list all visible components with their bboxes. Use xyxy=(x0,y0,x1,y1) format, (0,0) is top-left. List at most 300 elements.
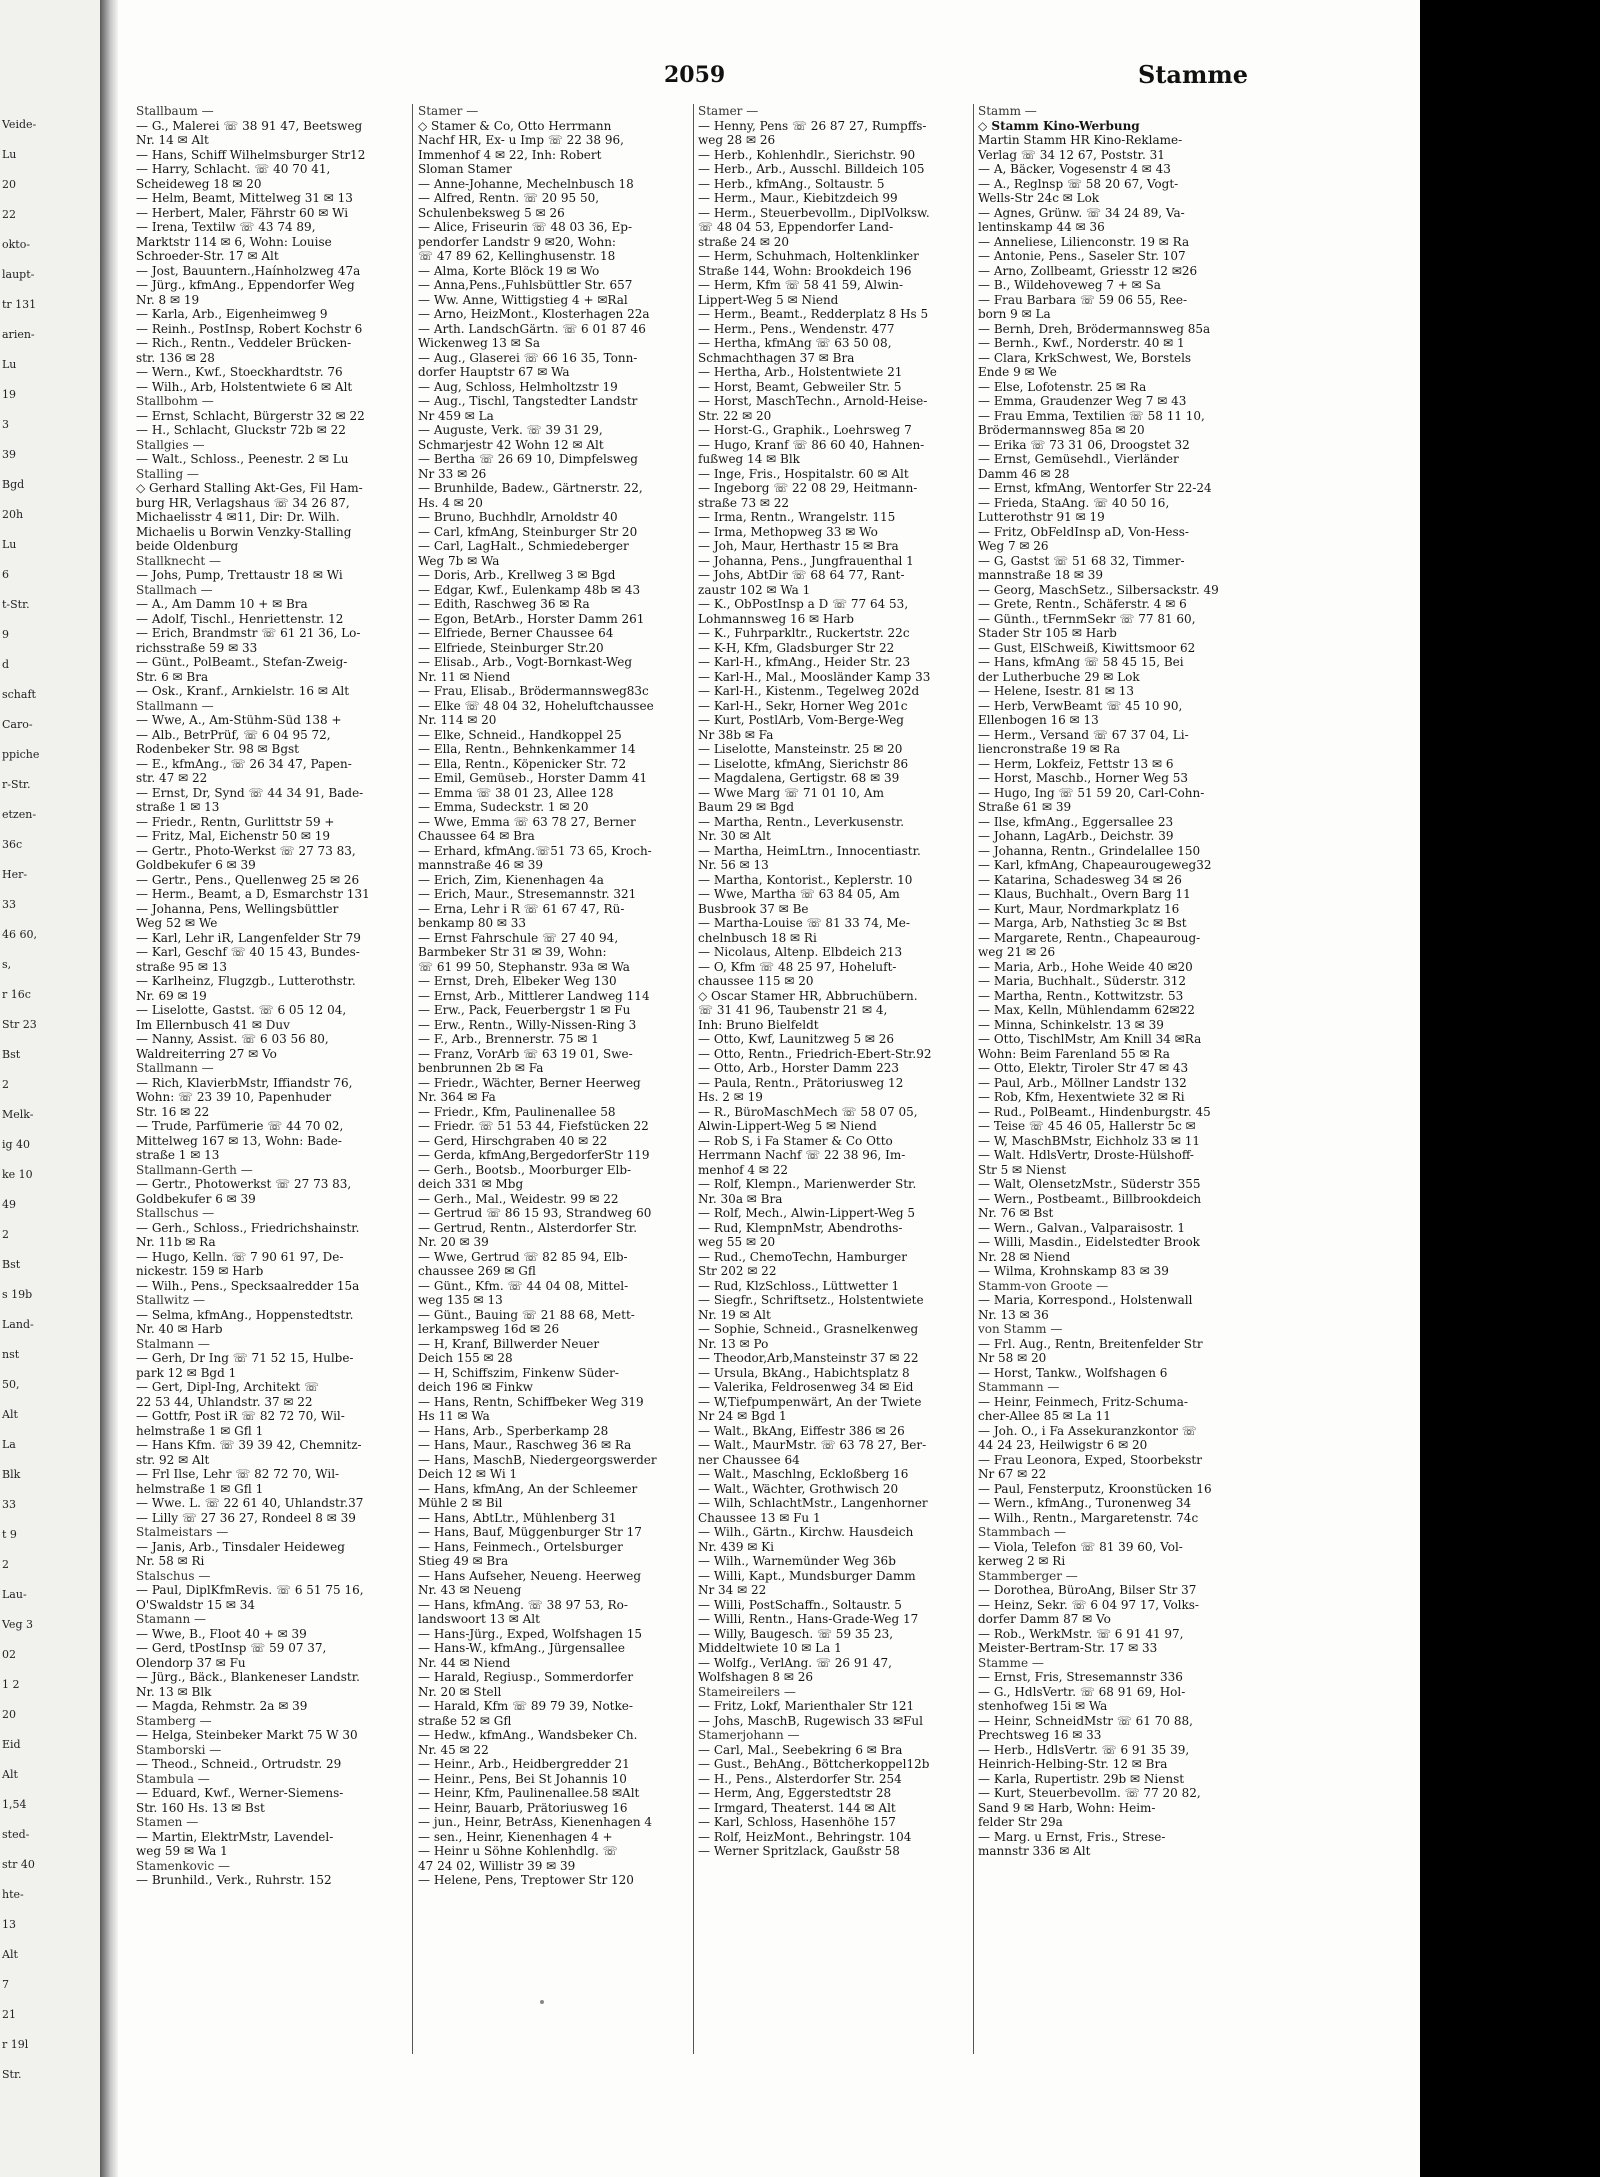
left-page-fragment: Caro- xyxy=(2,718,33,731)
left-page-fragment: laupt- xyxy=(2,268,35,281)
directory-entry: — Gertrud, Rentn., Alsterdorfer Str. xyxy=(418,1220,638,1235)
directory-entry: — Bernh., Kwf., Norderstr. 40 ✉ 1 xyxy=(978,336,1185,350)
directory-entry: — O, Kfm ☏ 48 25 97, Hoheluft- xyxy=(698,959,897,974)
directory-entry: — Anne-Johanne, Mechelnbusch 18 xyxy=(418,176,634,191)
directory-entry: Str 5 ✉ Nienst xyxy=(978,1162,1067,1177)
surname-heading: Stameireilers — xyxy=(698,1684,796,1699)
left-page-fragment: Veide- xyxy=(2,118,37,131)
directory-entry: — Otto, Kwf, Launitzweg 5 ✉ 26 xyxy=(698,1032,895,1046)
surname-heading: Stamborski — xyxy=(136,1742,222,1757)
directory-entry: — Johanna, Pens., Jungfrauenthal 1 xyxy=(698,553,914,568)
surname-heading: Stallgies — xyxy=(136,437,205,452)
directory-column-4 xyxy=(978,104,1254,2084)
directory-entry: — Edith, Raschweg 36 ✉ Ra xyxy=(418,597,590,611)
left-page-fragment: 2 xyxy=(2,1558,9,1571)
directory-entry: — E., kfmAng., ☏ 26 34 47, Papen- xyxy=(136,756,352,771)
directory-entry: — Harald, Regiusp., Sommerdorfer xyxy=(418,1670,634,1684)
directory-entry: — Magda, Rehmstr. 2a ✉ 39 xyxy=(136,1699,308,1713)
directory-entry: — Erich, Brandmstr ☏ 61 21 36, Lo- xyxy=(136,626,361,640)
surname-heading: Stallbohm — xyxy=(136,394,214,408)
directory-entry: — G., Malerei ☏ 38 91 47, Beetsweg xyxy=(136,118,363,133)
directory-entry: — Herbert, Maler, Fährstr 60 ✉ Wi xyxy=(136,205,349,220)
directory-entry: Nr 38b ✉ Fa xyxy=(698,727,774,742)
directory-entry: Schroeder-Str. 17 ✉ Alt xyxy=(136,249,279,263)
directory-entry: Wohn: Beim Farenland 55 ✉ Ra xyxy=(978,1046,1170,1061)
directory-entry: Chaussee 64 ✉ Bra xyxy=(418,829,535,843)
directory-entry: — Ww. Anne, Wittigstieg 4 + ✉Ral xyxy=(418,292,628,307)
directory-entry: Nr. 11b ✉ Ra xyxy=(136,1235,216,1249)
left-page-fragment: La xyxy=(2,1438,16,1451)
directory-entry: — Elke ☏ 48 04 32, Hoheluftchaussee xyxy=(418,698,654,713)
directory-entry: — Karlheinz, Flugzgb., Lutterothstr. xyxy=(136,974,356,988)
directory-entry: Nr. 30a ✉ Bra xyxy=(698,1191,783,1206)
directory-entry: — Minna, Schinkelstr. 13 ✉ 39 xyxy=(978,1017,1164,1032)
directory-entry: — Rud., PolBeamt., Hindenburgstr. 45 xyxy=(978,1104,1211,1119)
directory-entry: Immenhof 4 ✉ 22, Inh: Robert xyxy=(418,147,602,162)
directory-entry: Str. 16 ✉ 22 xyxy=(136,1104,210,1119)
directory-entry: chelnbusch 18 ✉ Ri xyxy=(698,930,817,945)
surname-heading: Stallmach — xyxy=(136,582,213,597)
directory-entry: — Johs, AbtDir ☏ 68 64 77, Rant- xyxy=(698,568,905,582)
directory-entry: — Wwe. L. ☏ 22 61 40, Uhlandstr.37 xyxy=(136,1496,364,1510)
directory-entry: — Ernst, kfmAng, Wentorfer Str 22-24 xyxy=(978,481,1212,495)
directory-entry: Nr. 13 ✉ 36 xyxy=(978,1307,1049,1322)
directory-entry: — Gerd, Hirschgraben 40 ✉ 22 xyxy=(418,1133,608,1148)
surname-heading: Stamer — xyxy=(698,104,759,118)
directory-entry: Nr. 20 ✉ Stell xyxy=(418,1684,502,1699)
directory-entry: — Teise ☏ 45 46 05, Hallerstr 5c ✉ xyxy=(978,1119,1196,1133)
directory-entry: — Carl, Mal., Seebekring 6 ✉ Bra xyxy=(698,1742,903,1757)
directory-entry: — Helga, Steinbeker Markt 75 W 30 xyxy=(136,1728,358,1742)
surname-heading: Stalschus — xyxy=(136,1568,211,1583)
directory-entry: Wohn: ☏ 23 39 10, Papenhuder xyxy=(136,1090,332,1104)
directory-entry: — Karl-H., kfmAng., Heider Str. 23 xyxy=(698,655,911,669)
column-divider xyxy=(973,104,974,2054)
left-page-fragment: r 16c xyxy=(2,988,31,1001)
directory-entry: ☏ 31 41 96, Taubenstr 21 ✉ 4, xyxy=(698,1003,888,1017)
directory-entry: — Otto, Arb., Horster Damm 223 xyxy=(698,1061,899,1075)
directory-entry: — Ursula, BkAng., Habichtsplatz 8 xyxy=(698,1365,910,1380)
directory-entry: Str 202 ✉ 22 xyxy=(698,1264,777,1278)
directory-entry: Weg 7b ✉ Wa xyxy=(418,553,500,568)
directory-entry: — Gerh., Bootsb., Moorburger Elb- xyxy=(418,1162,632,1177)
directory-entry: — A, Bäcker, Vogesenstr 4 ✉ 43 xyxy=(978,162,1171,176)
directory-entry: — Otto, TischlMstr, Am Knill 34 ✉Ra xyxy=(978,1032,1202,1046)
left-page-fragment: schaft xyxy=(2,688,36,701)
directory-entry: Nr. 439 ✉ Ki xyxy=(698,1539,774,1554)
directory-entry: Chaussee 13 ✉ Fu 1 xyxy=(698,1510,821,1525)
directory-entry: — Adolf, Tischl., Henriettenstr. 12 xyxy=(136,611,344,626)
surname-heading: Stallwitz — xyxy=(136,1293,205,1307)
directory-entry: — Willi, Kapt., Mundsburger Damm xyxy=(698,1568,916,1583)
directory-entry: — Frl. Aug., Rentn, Breitenfelder Str xyxy=(978,1336,1203,1351)
directory-entry: — Hugo, Kelln. ☏ 7 90 61 97, De- xyxy=(136,1249,344,1264)
directory-entry: 47 24 02, Willistr 39 ✉ 39 xyxy=(418,1858,576,1873)
directory-entry: — Reinh., PostInsp, Robert Kochstr 6 xyxy=(136,321,363,336)
directory-entry: — Hans, kfmAng. ☏ 38 97 53, Ro- xyxy=(418,1597,628,1612)
directory-entry: — Herm, Kfm ☏ 58 41 59, Alwin- xyxy=(698,278,904,292)
directory-entry: — Dorothea, BüroAng, Bilser Str 37 xyxy=(978,1583,1197,1597)
directory-entry: — Maria, Korrespond., Holstenwall xyxy=(978,1293,1193,1307)
directory-entry: — Günth., tFernmSekr ☏ 77 81 60, xyxy=(978,611,1196,626)
surname-heading: von Stamm — xyxy=(978,1322,1063,1336)
directory-entry: Herrmann Nachf ☏ 22 38 96, Im- xyxy=(698,1148,906,1162)
directory-entry: weg 55 ✉ 20 xyxy=(698,1235,776,1249)
directory-entry: — Edgar, Kwf., Eulenkamp 48b ✉ 43 xyxy=(418,582,641,597)
directory-entry: — B., Wildehoveweg 7 + ✉ Sa xyxy=(978,278,1161,292)
directory-entry: — Hans, Arb., Sperberkamp 28 xyxy=(418,1423,609,1438)
directory-entry: — Alb., BetrPrüf, ☏ 6 04 95 72, xyxy=(136,727,331,742)
directory-entry: — Hans, kfmAng ☏ 58 45 15, Bei xyxy=(978,655,1184,669)
directory-entry: Schmarjestr 42 Wohn 12 ✉ Alt xyxy=(418,437,604,452)
directory-entry: — Auguste, Verk. ☏ 39 31 29, xyxy=(418,423,603,437)
surname-heading: Stallknecht — xyxy=(136,553,222,568)
directory-entry: Weg 7 ✉ 26 xyxy=(978,539,1049,553)
left-page-fragment: Bst xyxy=(2,1048,21,1061)
directory-entry: — Herm, Lokfeiz, Fettstr 13 ✉ 6 xyxy=(978,756,1174,771)
directory-entry: Hs. 4 ✉ 20 xyxy=(418,495,483,510)
directory-entry: — Maria, Buchhalt., Süderstr. 312 xyxy=(978,974,1186,988)
directory-entry: — Herb., HdlsVertr. ☏ 6 91 35 39, xyxy=(978,1742,1190,1757)
directory-entry: str. 47 ✉ 22 xyxy=(136,771,208,785)
surname-heading: Stallbaum — xyxy=(136,104,214,118)
directory-entry: — H., Pens., Alsterdorfer Str. 254 xyxy=(698,1771,902,1786)
directory-entry: — Wilh, SchlachtMstr., Langenhorner xyxy=(698,1496,928,1510)
directory-entry: — Rob., WerkMstr. ☏ 6 91 41 97, xyxy=(978,1626,1184,1641)
left-page-fragment: 39 xyxy=(2,448,16,461)
surname-heading: Stamenkovic — xyxy=(136,1858,231,1873)
directory-entry: — Gerh., Mal., Weidestr. 99 ✉ 22 xyxy=(418,1191,619,1206)
directory-entry: Nr. 44 ✉ Niend xyxy=(418,1655,511,1670)
left-page-fragment: s, xyxy=(2,958,12,971)
directory-entry: 22 53 44, Uhlandstr. 37 ✉ 22 xyxy=(136,1394,313,1409)
left-page-fragment: arien- xyxy=(2,328,35,341)
directory-entry: — Karl, Lehr iR, Langenfelder Str 79 xyxy=(136,930,361,945)
directory-entry: menhof 4 ✉ 22 xyxy=(698,1162,789,1177)
directory-entry: — K-H, Kfm, Gladsburger Str 22 xyxy=(698,640,895,655)
directory-entry: — Gertr., Photowerkst ☏ 27 73 83, xyxy=(136,1177,352,1191)
directory-entry: — Herb., Arb., Ausschl. Billdeich 105 xyxy=(698,162,925,176)
directory-entry: mannstr 336 ✉ Alt xyxy=(978,1844,1091,1858)
directory-entry: — Erna, Lehr i R ☏ 61 67 47, Rü- xyxy=(418,901,625,916)
directory-entry: straße 1 ✉ 13 xyxy=(136,1148,220,1162)
directory-entry: — G., HdlsVertr. ☏ 68 91 69, Hol- xyxy=(978,1684,1186,1699)
surname-heading: Stamann — xyxy=(136,1612,207,1626)
directory-entry: — Walt. HdlsVertr, Droste-Hülshoff- xyxy=(978,1148,1194,1162)
directory-entry: straße 24 ✉ 20 xyxy=(698,234,790,249)
directory-entry: richsstraße 59 ✉ 33 xyxy=(136,640,258,655)
directory-entry: — Walt., MaurMstr. ☏ 63 78 27, Ber- xyxy=(698,1438,927,1452)
directory-entry: — Heinz, Sekr. ☏ 6 04 97 17, Volks- xyxy=(978,1597,1199,1612)
left-page-fragment: Lu xyxy=(2,148,17,161)
directory-entry: straße 1 ✉ 13 xyxy=(136,800,220,814)
directory-entry: — Willi, PostSchaffn., Soltaustr. 5 xyxy=(698,1597,902,1612)
directory-entry: Nr. 40 ✉ Harb xyxy=(136,1322,223,1336)
directory-entry: — Theod., Schneid., Ortrudstr. 29 xyxy=(136,1757,342,1771)
directory-entry: — Ernst, Dreh, Elbeker Weg 130 xyxy=(418,974,617,988)
directory-entry: — Aug., Tischl, Tangstedter Landstr xyxy=(418,394,638,408)
directory-entry: — Friedr., Kfm, Paulinenallee 58 xyxy=(418,1104,616,1119)
directory-entry: Nr 24 ✉ Bgd 1 xyxy=(698,1409,787,1423)
directory-entry: — A., Reglnsp ☏ 58 20 67, Vogt- xyxy=(978,176,1179,191)
directory-entry: ◇ Gerhard Stalling Akt-Ges, Fil Ham- xyxy=(136,481,363,495)
directory-entry: — Wilma, Krohnskamp 83 ✉ 39 xyxy=(978,1264,1169,1278)
directory-entry: — Heinr, Kfm, Paulinenallee.58 ✉Alt xyxy=(418,1786,640,1800)
directory-entry: — Janis, Arb., Tinsdaler Heideweg xyxy=(136,1539,345,1554)
directory-entry: — Hedw., kfmAng., Wandsbeker Ch. xyxy=(418,1728,638,1742)
directory-entry: — Paul, Fensterputz, Kroonstücken 16 xyxy=(978,1481,1212,1496)
directory-entry: — Ernst Fahrschule ☏ 27 40 94, xyxy=(418,930,619,945)
directory-entry: Barmbeker Str 31 ✉ 39, Wohn: xyxy=(418,945,607,959)
directory-entry: — Theodor,Arb,Mansteinstr 37 ✉ 22 xyxy=(698,1351,919,1365)
directory-entry: — Marg. u Ernst, Fris., Strese- xyxy=(978,1829,1166,1844)
directory-entry: — Friedr. ☏ 51 53 44, Fiefstücken 22 xyxy=(418,1119,649,1133)
surname-heading: Stamen — xyxy=(136,1815,199,1829)
directory-entry: — Maria, Arb., Hohe Weide 40 ✉20 xyxy=(978,959,1193,974)
left-page-fragment: ke 10 xyxy=(2,1168,33,1181)
directory-entry: — Lilly ☏ 27 36 27, Rondeel 8 ✉ 39 xyxy=(136,1510,356,1525)
directory-entry: — Rud, KlzSchloss., Lüttwetter 1 xyxy=(698,1278,900,1293)
directory-entry: — Emma ☏ 38 01 23, Allee 128 xyxy=(418,785,614,800)
directory-entry: — Heinr, Bauarb, Prätoriusweg 16 xyxy=(418,1800,628,1815)
directory-entry: — Herb., kfmAng., Soltaustr. 5 xyxy=(698,176,885,191)
directory-entry: — Herb., Kohlenhdlr., Sierichstr. 90 xyxy=(698,147,916,162)
left-page-fragment: etzen- xyxy=(2,808,37,821)
directory-entry: — Herm, Schuhmach, Holtenklinker xyxy=(698,249,919,263)
directory-entry: — Heinr., Arb., Heidbergredder 21 xyxy=(418,1757,630,1771)
directory-entry: fußweg 14 ✉ Blk xyxy=(698,452,800,466)
directory-entry: — Arth. LandschGärtn. ☏ 6 01 87 46 xyxy=(418,321,646,336)
directory-entry: — Hans, AbtLtr., Mühlenberg 31 xyxy=(418,1510,617,1525)
left-page-fragment: 13 xyxy=(2,1918,16,1931)
surname-heading: Stamm-von Groote — xyxy=(978,1278,1109,1293)
directory-entry: Nr. 56 ✉ 13 xyxy=(698,858,769,872)
directory-entry: weg 21 ✉ 26 xyxy=(978,945,1056,959)
directory-entry: — Martin, ElektrMstr, Lavendel- xyxy=(136,1829,334,1844)
directory-entry: Nr 58 ✉ 20 xyxy=(978,1351,1047,1365)
directory-entry: Rodenbeker Str. 98 ✉ Bgst xyxy=(136,742,300,756)
left-page-fragment: 20h xyxy=(2,508,24,521)
left-page-fragment: 20 xyxy=(2,1708,16,1721)
directory-entry: Hs 11 ✉ Wa xyxy=(418,1409,490,1423)
directory-entry: — Wilh., Warnemünder Weg 36b xyxy=(698,1554,896,1568)
directory-entry: Inh: Bruno Bielfeldt xyxy=(698,1017,819,1032)
directory-entry: Lippert-Weg 5 ✉ Niend xyxy=(698,292,839,307)
left-page-fragment: tr 131 xyxy=(2,298,37,311)
running-head: Stamme xyxy=(1138,60,1249,89)
directory-entry: — Paul, Arb., Möllner Landstr 132 xyxy=(978,1075,1187,1090)
left-page-fragment: 7 xyxy=(2,1978,9,1991)
directory-entry: Nr. 13 ✉ Po xyxy=(698,1336,769,1351)
directory-entry: — Gerda, kfmAng,BergedorferStr 119 xyxy=(418,1148,650,1162)
directory-entry: der Lutherbuche 29 ✉ Lok xyxy=(978,669,1140,684)
surname-heading: Stalmann — xyxy=(136,1336,210,1351)
directory-entry: kerweg 2 ✉ Ri xyxy=(978,1554,1066,1568)
directory-entry: — Liselotte, Gastst. ☏ 6 05 12 04, xyxy=(136,1003,347,1017)
directory-entry: — H, Kranf, Billwerder Neuer xyxy=(418,1336,600,1351)
directory-entry: Hs. 2 ✉ 19 xyxy=(698,1090,763,1104)
directory-entry: — Wilh., Arb, Holstentwiete 6 ✉ Alt xyxy=(136,379,353,394)
directory-entry: — A., Am Damm 10 + ✉ Bra xyxy=(136,597,308,611)
directory-entry: Deich 155 ✉ 28 xyxy=(418,1351,513,1365)
directory-entry: — sen., Heinr, Kienenhagen 4 + xyxy=(418,1829,613,1844)
directory-entry: str. 92 ✉ Alt xyxy=(136,1452,210,1467)
directory-entry: dorfer Damm 87 ✉ Vo xyxy=(978,1612,1111,1626)
directory-entry: — Gertr., Pens., Quellenweg 25 ✉ 26 xyxy=(136,872,360,887)
directory-entry: — Hans Kfm. ☏ 39 39 42, Chemnitz- xyxy=(136,1438,362,1452)
surname-heading: Stalling — xyxy=(136,466,199,481)
directory-entry: Nr. 58 ✉ Ri xyxy=(136,1554,205,1568)
directory-entry: — Brunhild., Verk., Ruhrstr. 152 xyxy=(136,1873,332,1887)
directory-entry: — Heinr, Feinmech, Fritz-Schuma- xyxy=(978,1394,1188,1409)
directory-entry: — Gust., BehAng., Böttcherkoppel12b xyxy=(698,1757,930,1771)
directory-entry: Str. 6 ✉ Bra xyxy=(136,669,209,684)
left-page-fragment: 1,54 xyxy=(2,1798,27,1811)
directory-entry: Schmachthagen 37 ✉ Bra xyxy=(698,350,855,365)
directory-entry: — Viola, Telefon ☏ 81 39 60, Vol- xyxy=(978,1539,1183,1554)
directory-entry: — Bernh, Dreh, Brödermannsweg 85a xyxy=(978,321,1211,336)
directory-entry: — Inge, Fris., Hospitalstr. 60 ✉ Alt xyxy=(698,466,909,481)
directory-entry: — Henny, Pens ☏ 26 87 27, Rumpffs- xyxy=(698,118,927,133)
directory-entry: — Frau, Elisab., Brödermannsweg83c xyxy=(418,684,649,698)
directory-entry: Busbrook 37 ✉ Be xyxy=(698,901,809,916)
directory-entry: — Kurt, PostlArb, Vom-Berge-Weg xyxy=(698,713,904,727)
surname-heading: Stamer — xyxy=(418,104,479,118)
directory-entry: Nr 34 ✉ 22 xyxy=(698,1583,767,1597)
left-page-fragment: t 9 xyxy=(2,1528,17,1541)
directory-entry: — Wwe, Martha ☏ 63 84 05, Am xyxy=(698,887,900,901)
directory-entry: — Kurt, Steuerbevollm. ☏ 77 20 82, xyxy=(978,1786,1201,1800)
left-page-fragment: ppiche xyxy=(2,748,40,761)
directory-entry: — Fritz, Mal, Eichenstr 50 ✉ 19 xyxy=(136,829,331,843)
left-page-fragment: Melk- xyxy=(2,1108,34,1121)
directory-entry: — Hugo, Ing ☏ 51 59 20, Carl-Cohn- xyxy=(978,785,1205,800)
directory-entry: Michaelis u Borwin Venzky-Stalling xyxy=(136,524,352,539)
directory-entry: — Bruno, Buchhdlr, Arnoldstr 40 xyxy=(418,510,618,524)
surname-heading: Stamerjohann — xyxy=(698,1728,800,1742)
directory-entry: — G, Gastst ☏ 51 68 32, Timmer- xyxy=(978,553,1185,568)
directory-entry: — R., BüroMaschMech ☏ 58 07 05, xyxy=(698,1104,918,1119)
directory-entry: Nr. 114 ✉ 20 xyxy=(418,713,497,727)
directory-entry: — Herm., Pens., Wendenstr. 477 xyxy=(698,321,895,336)
directory-entry: deich 331 ✉ Mbg xyxy=(418,1177,524,1191)
directory-entry: — Gerh, Dr Ing ☏ 71 52 15, Hulbe- xyxy=(136,1351,354,1365)
surname-heading: Stallmann — xyxy=(136,698,214,713)
directory-entry: — Hugo, Kranf ☏ 86 60 40, Hahnen- xyxy=(698,437,925,452)
directory-entry: — Alma, Korte Blöck 19 ✉ Wo xyxy=(418,263,600,278)
left-page-fragment: Bst xyxy=(2,1258,21,1271)
directory-entry: — Hertha, Arb., Holstentwiete 21 xyxy=(698,365,903,379)
directory-entry: — Rolf, Klempn., Marienwerder Str. xyxy=(698,1177,917,1191)
directory-entry: Lohmannsweg 16 ✉ Harb xyxy=(698,611,854,626)
directory-entry: — Fritz, Lokf, Marienthaler Str 121 xyxy=(698,1699,915,1713)
directory-entry: — Werner Spritzlack, Gaußstr 58 xyxy=(698,1844,900,1858)
directory-entry: str. 136 ✉ 28 xyxy=(136,350,215,365)
directory-entry: — Karl-H., Kistenm., Tegelweg 202d xyxy=(698,684,920,698)
print-speck xyxy=(540,2000,544,2004)
directory-entry: lerkampsweg 16d ✉ 26 xyxy=(418,1322,560,1336)
directory-entry: — Trude, Parfümerie ☏ 44 70 02, xyxy=(136,1119,344,1133)
directory-entry: Nr. 8 ✉ 19 xyxy=(136,292,200,307)
directory-entry: — Sophie, Schneid., Grasnelkenweg xyxy=(698,1322,919,1336)
directory-entry: — Karl, Geschf ☏ 40 15 43, Bundes- xyxy=(136,945,360,959)
directory-entry: straße 52 ✉ Gfl xyxy=(418,1713,512,1728)
column-divider xyxy=(693,104,694,2054)
directory-entry: — Herm., Maur., Kiebitzdeich 99 xyxy=(698,191,898,205)
left-page-fragment: r 19l xyxy=(2,2038,29,2051)
directory-entry: — Günt., PolBeamt., Stefan-Zweig- xyxy=(136,655,348,669)
surname-heading: Stamme — xyxy=(978,1655,1044,1670)
directory-entry: — Alfred, Rentn. ☏ 20 95 50, xyxy=(418,191,600,205)
directory-entry: Waldreiterring 27 ✉ Vo xyxy=(136,1046,277,1061)
directory-entry: — H., Schlacht, Gluckstr 72b ✉ 22 xyxy=(136,423,346,437)
directory-entry: — Johanna, Pens, Wellingsbüttler xyxy=(136,901,339,916)
directory-entry: — Johanna, Rentn., Grindelallee 150 xyxy=(978,843,1201,858)
directory-entry: — Otto, Rentn., Friedrich-Ebert-Str.92 xyxy=(698,1046,932,1061)
directory-entry: benbrunnen 2b ✉ Fa xyxy=(418,1061,544,1075)
directory-entry: helmstraße 1 ✉ Gfl 1 xyxy=(136,1481,264,1496)
directory-entry: — Johs, Pump, Trettaustr 18 ✉ Wi xyxy=(136,568,343,582)
left-page-edge xyxy=(0,0,100,2177)
directory-entry: ☏ 47 89 62, Kellinghusenstr. 18 xyxy=(418,249,616,263)
directory-entry: — Erika ☏ 73 31 06, Droogstet 32 xyxy=(978,437,1190,452)
directory-entry: — Aug, Schloss, Helmholtzstr 19 xyxy=(418,379,618,394)
directory-entry: — Paul, DiplKfmRevis. ☏ 6 51 75 16, xyxy=(136,1583,364,1597)
directory-entry: — Marga, Arb, Nathstieg 3c ✉ Bst xyxy=(978,916,1187,930)
directory-entry: — Hans, Bauf, Müggenburger Str 17 xyxy=(418,1525,642,1539)
directory-entry: — Jürg., kfmAng., Eppendorfer Weg xyxy=(136,278,355,292)
directory-entry: ☏ 48 04 53, Eppendorfer Land- xyxy=(698,220,894,234)
directory-entry: — Franz, VorArb ☏ 63 19 01, Swe- xyxy=(418,1046,633,1061)
directory-entry: Nr 459 ✉ La xyxy=(418,408,494,423)
directory-entry: mannstraße 18 ✉ 39 xyxy=(978,568,1104,582)
left-page-fragment: t-Str. xyxy=(2,598,30,611)
directory-entry: — Clara, KrkSchwest, We, Borstels xyxy=(978,350,1192,365)
left-page-fragment: Eid xyxy=(2,1738,21,1751)
directory-entry: Deich 12 ✉ Wi 1 xyxy=(418,1467,518,1481)
directory-entry: — Wwe Marg ☏ 71 01 10, Am xyxy=(698,785,884,800)
directory-entry: — Rud., ChemoTechn, Hamburger xyxy=(698,1249,907,1264)
directory-entry: — Rud, KlempnMstr, Abendroths- xyxy=(698,1220,903,1235)
directory-entry: — Elisab., Arb., Vogt-Bornkast-Weg xyxy=(418,655,633,669)
directory-entry: — Georg, MaschSetz., Silbersackstr. 49 xyxy=(978,582,1219,597)
directory-entry: — Wilh., Rentn., Margaretenstr. 74c xyxy=(978,1510,1199,1525)
left-page-fragment: sted- xyxy=(2,1828,30,1841)
left-page-fragment: d xyxy=(2,658,10,671)
directory-entry: ◇ Stamer & Co, Otto Herrmann xyxy=(418,118,612,133)
directory-entry: — Martha, Rentn., Leverkusenstr. xyxy=(698,814,905,829)
directory-entry: Stieg 49 ✉ Bra xyxy=(418,1554,509,1568)
directory-entry: — Rob S, i Fa Stamer & Co Otto xyxy=(698,1133,893,1148)
left-page-fragment: okto- xyxy=(2,238,31,251)
directory-entry: — Günt., Bauing ☏ 21 88 68, Mett- xyxy=(418,1307,635,1322)
directory-entry: — Herm., Beamt., Redderplatz 8 Hs 5 xyxy=(698,307,929,321)
surname-heading: Stammberger — xyxy=(978,1568,1078,1583)
directory-entry: landswoort 13 ✉ Alt xyxy=(418,1612,540,1626)
directory-entry: — Doris, Arb., Krellweg 3 ✉ Bgd xyxy=(418,568,616,582)
directory-entry: — Walt., Wächter, Grothwisch 20 xyxy=(698,1481,899,1496)
directory-entry: — Herm., Versand ☏ 67 37 04, Li- xyxy=(978,727,1189,742)
directory-entry: Nr. 14 ✉ Alt xyxy=(136,133,209,147)
directory-entry: — Heinr u Söhne Kohlenhdlg. ☏ xyxy=(418,1844,618,1858)
left-page-fragment: Her- xyxy=(2,868,28,881)
directory-entry: lentinskamp 44 ✉ 36 xyxy=(978,220,1105,234)
directory-entry: — Hans-Jürg., Exped, Wolfshagen 15 xyxy=(418,1626,643,1641)
surname-heading: Stamberg — xyxy=(136,1713,212,1728)
directory-entry: — Wwe, A., Am-Stühm-Süd 138 + xyxy=(136,713,342,727)
directory-entry: Wells-Str 24c ✉ Lok xyxy=(978,191,1100,205)
directory-entry: Prechtsweg 16 ✉ 33 xyxy=(978,1728,1102,1742)
